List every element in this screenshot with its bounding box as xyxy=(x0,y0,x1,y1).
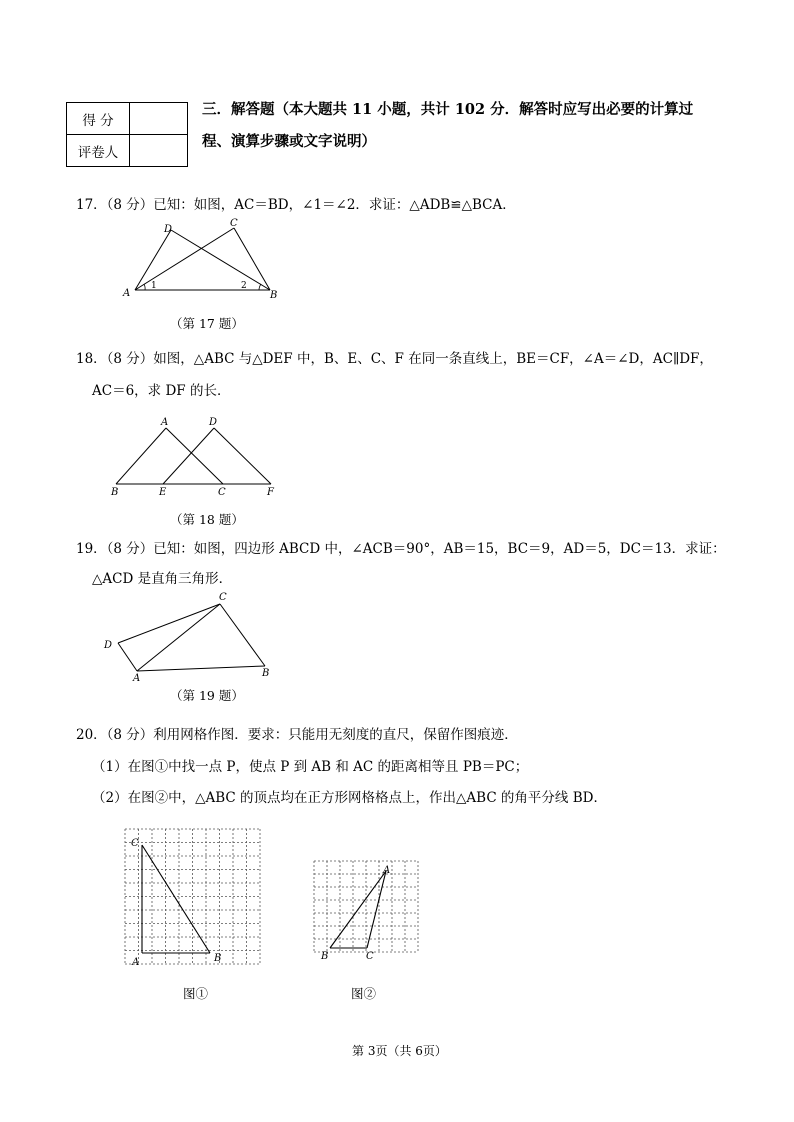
q20-part2: （2）在图②中，△ABC 的顶点均在正方形网格格点上，作出△ABC 的角平分线 BD． xyxy=(92,790,607,806)
q18-label-d: D xyxy=(209,417,218,428)
grader-label: 评卷人 xyxy=(67,135,130,167)
q18-label-f: F xyxy=(267,487,274,498)
q19-line-ac xyxy=(137,604,220,671)
q20-part1: （1）在图①中找一点 P，使点 P 到 AB 和 AC 的距离相等且 PB＝PC； xyxy=(92,759,529,775)
q17-line-bd xyxy=(171,230,270,290)
q20-fig1-label-b: B xyxy=(214,953,222,964)
q20-fig2-label-b: B xyxy=(321,951,329,962)
q18-label-e: E xyxy=(159,487,167,498)
q18-line-de xyxy=(163,428,214,484)
grader-cell xyxy=(130,135,188,167)
q19-label-d: D xyxy=(104,640,113,651)
q18-label-c: C xyxy=(218,487,226,498)
q18-line-ab xyxy=(116,428,166,484)
q20-fig1-caption: 图① xyxy=(183,986,209,1001)
page-footer: 第 3页（共 6页） xyxy=(352,1044,447,1058)
q19-line-dc xyxy=(118,604,220,643)
q17-label-2: 2 xyxy=(241,281,247,291)
q19-line1: 19．（8 分）已知：如图，四边形 ABCD 中，∠ACB＝90°，AB＝15，BC＝9，AD＝5，DC＝13．求证： xyxy=(76,541,726,557)
q18-figure xyxy=(108,413,280,501)
q18-caption: （第 18 题） xyxy=(170,512,244,527)
q17-label-a: A xyxy=(123,288,131,299)
q19-line-cb xyxy=(220,604,265,666)
q19-caption: （第 19 题） xyxy=(170,688,244,703)
q17-label-d: D xyxy=(164,224,173,235)
q17-figure xyxy=(118,216,283,304)
q19-figure xyxy=(98,590,280,682)
q20-fig2-label-a: A xyxy=(383,865,391,876)
q17-label-b: B xyxy=(270,290,278,301)
q18-line2: AC＝6，求 DF 的长． xyxy=(92,383,231,399)
q18-label-a: A xyxy=(161,417,169,428)
q17-label-1: 1 xyxy=(151,281,157,291)
q17-caption: （第 17 题） xyxy=(170,316,244,331)
section-heading-line1: 三．解答题（本大题共 11 小题，共计 102 分．解答时应写出必要的计算过 xyxy=(202,101,694,118)
q20-fig2-grid xyxy=(308,856,424,962)
q20-fig1-label-a: A xyxy=(132,957,140,968)
score-label: 得 分 xyxy=(67,103,130,135)
q20-fig2-line-ca xyxy=(367,871,386,948)
q17-angle2-arc xyxy=(259,284,261,290)
q19-line-ab xyxy=(137,666,265,671)
q19-line-da xyxy=(118,643,137,671)
score-table xyxy=(66,102,188,167)
q20-fig1-label-c: C xyxy=(131,838,139,849)
q19-label-b: B xyxy=(262,668,270,679)
q17-angle1-arc xyxy=(144,284,145,290)
q18-line-ac xyxy=(166,428,223,484)
q18-label-b: B xyxy=(111,487,119,498)
q18-line1: 18．（8 分）如图，△ABC 与△DEF 中，B、E、C、F 在同一条直线上，BE＝CF，∠A＝∠D，AC∥DF， xyxy=(76,351,713,367)
q20-fig2-line-ba xyxy=(330,871,386,948)
q20-fig2-caption: 图② xyxy=(351,986,377,1001)
score-cell xyxy=(130,103,188,135)
q19-label-c: C xyxy=(219,592,227,603)
q20-fig1-grid xyxy=(118,824,272,974)
q17-text: 17．（8 分）已知：如图，AC＝BD，∠1＝∠2．求证：△ADB≌△BCA． xyxy=(76,197,516,213)
section-heading-line2: 程、演算步骤或文字说明） xyxy=(202,133,376,150)
q18-line-df xyxy=(214,428,271,484)
q20-line1: 20．（8 分）利用网格作图．要求：只能用无刻度的直尺，保留作图痕迹． xyxy=(76,727,518,743)
q19-line2: △ACD 是直角三角形． xyxy=(92,571,233,587)
q20-fig2-label-c: C xyxy=(366,951,374,962)
q17-label-c: C xyxy=(230,218,238,229)
q17-line-bc xyxy=(234,228,270,290)
q19-label-a: A xyxy=(133,673,141,682)
